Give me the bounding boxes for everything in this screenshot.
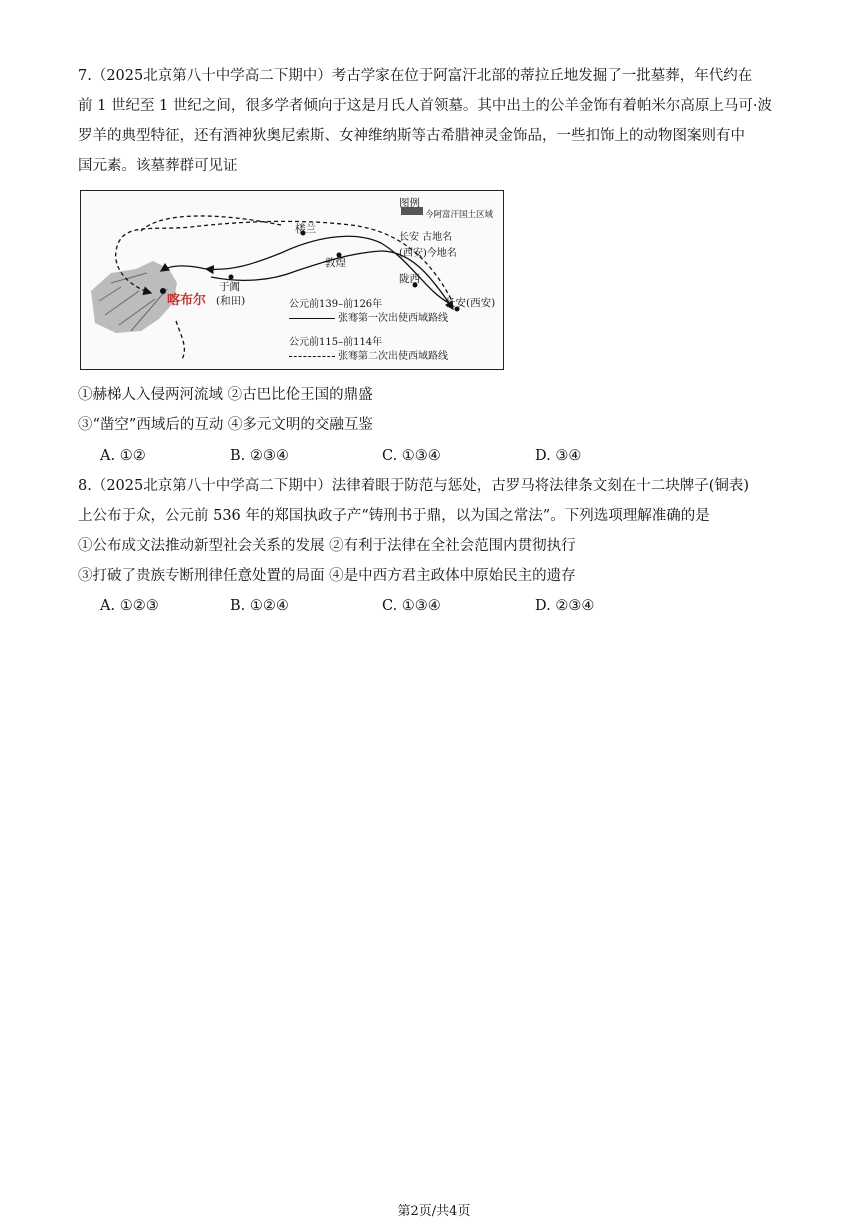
legend-ancient-name: 长安 古地名 (399, 232, 453, 243)
page-footer: 第2页/共4页 (397, 1204, 471, 1219)
legend-solid-line (289, 318, 335, 319)
q7-stem-line-4: 国元素。该墓葬群可见证 (78, 158, 238, 174)
q8-option-d[interactable]: D. ②③④ (535, 598, 595, 614)
place-longxi: 陇西 (399, 273, 420, 285)
place-yutian-modern: (和田) (216, 295, 246, 307)
legend-first-route (289, 309, 448, 324)
place-loulan: 楼兰 (295, 223, 316, 235)
place-yutian: 于阗 (219, 281, 240, 293)
legend-title: 图例 (399, 197, 420, 209)
legend-first-route-label: 张骞第一次出使西域路线 (338, 313, 448, 324)
legend-second-route-label: 张骞第二次出使西域路线 (338, 351, 448, 362)
q7-statements-line-2: ③“凿空”西域后的互动 ④多元文明的交融互鉴 (78, 417, 373, 433)
zhang-qian-route-map (80, 190, 504, 370)
legend-second-period: 公元前115–前114年 (289, 337, 383, 348)
afghanistan-territory (91, 261, 177, 333)
place-dunhuang: 敦煌 (325, 257, 346, 269)
place-kabul: 喀布尔 (167, 293, 207, 308)
place-changan: 长安(西安) (445, 297, 496, 309)
q7-stem-line-3: 罗羊的典型特征，还有酒神狄奥尼索斯、女神维纳斯等古希腊神灵金饰品，一些扣饰上的动物图案则有中 (78, 128, 745, 144)
legend-territory: 今阿富汗国土区域 (425, 210, 494, 220)
legend-first-period: 公元前139–前126年 (289, 299, 383, 310)
q7-option-d[interactable]: D. ③④ (535, 448, 582, 464)
q7-option-c[interactable]: C. ①③④ (382, 448, 441, 464)
q7-option-a[interactable]: A. ①② (100, 448, 146, 464)
q7-option-b[interactable]: B. ②③④ (230, 448, 289, 464)
q8-statements-line-2: ③打破了贵族专断刑律任意处置的局面 ④是中西方君主政体中原始民主的遗存 (78, 568, 576, 584)
q8-stem-line-2: 上公布于众，公元前 536 年的郑国执政子产“铸刑书于鼎，以为国之常法”。下列选项理解准确的是 (78, 508, 710, 524)
legend-modern-name: (西安)今地名 (399, 248, 457, 259)
q8-option-c[interactable]: C. ①③④ (382, 598, 441, 614)
q8-option-b[interactable]: B. ①②④ (230, 598, 289, 614)
q8-stem-line-1: 8.（2025北京第八十中学高二下期中）法律着眼于防范与惩处，古罗马将法律条文刻在十二块牌子(铜表) (78, 478, 750, 494)
q7-stem-line-2: 前 1 世纪至 1 世纪之间，很多学者倾向于这是月氏人首领墓。其中出土的公羊金饰有着帕米尔高原上马可·波 (78, 98, 772, 114)
legend-dashed-line (289, 356, 335, 357)
q8-statements-line-1: ①公布成文法推动新型社会关系的发展 ②有利于法律在全社会范围内贯彻执行 (78, 538, 576, 554)
q7-statements-line-1: ①赫梯人入侵两河流域 ②古巴比伦王国的鼎盛 (78, 387, 373, 403)
legend-second-route (289, 347, 448, 362)
q8-option-a[interactable]: A. ①②③ (100, 598, 159, 614)
q7-stem-line-1: 7.（2025北京第八十中学高二下期中）考古学家在位于阿富汗北部的蒂拉丘地发掘了一批墓葬，年代约在 (78, 68, 753, 84)
